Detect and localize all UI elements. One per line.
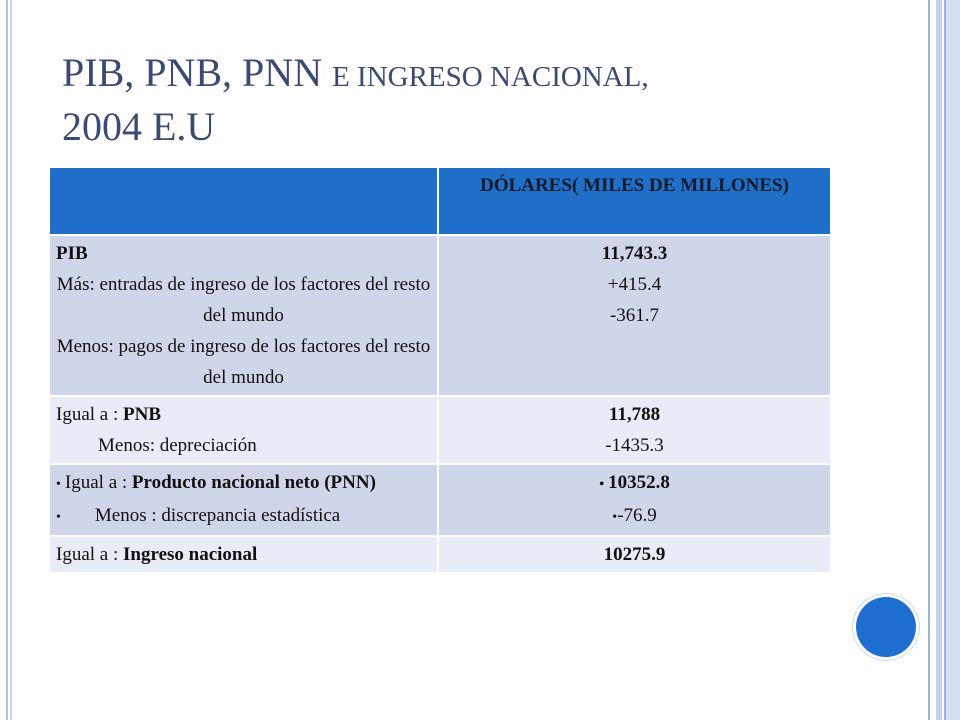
row-income-prefix: Igual a :	[56, 544, 124, 565]
row-pnb-depreciation: Menos: depreciación	[98, 435, 257, 456]
frame-left-line-inner	[10, 0, 12, 720]
row-pnn-val2-line	[445, 500, 824, 533]
row-income-label: Ingreso nacional	[123, 544, 258, 565]
row-pnn-values-cell	[438, 464, 831, 536]
table-header-row	[49, 167, 831, 235]
row-pnb-label: PNB	[123, 404, 162, 425]
title-part2: E INGRESO NACIONAL,	[332, 61, 649, 93]
header-cell-empty	[49, 167, 438, 235]
row-income-label-cell	[49, 536, 438, 573]
row-pib-label: PIB	[56, 243, 88, 264]
bullet-icon: •	[56, 510, 61, 525]
bullet-icon: •	[56, 477, 61, 492]
row-pnn-discrepancy-line	[56, 500, 431, 533]
row-pnn-label: Producto nacional neto (PNN)	[131, 472, 376, 493]
table-row-pnb	[49, 396, 831, 464]
row-pnb-val1: 11,788	[608, 404, 661, 425]
row-income-values-cell	[438, 536, 831, 573]
row-pib-val1: 11,743.3	[601, 243, 668, 264]
header-cell-dollars: DÓLARES( MILES DE MILLONES)	[438, 167, 831, 235]
table-row-pnn	[49, 464, 831, 536]
slide-title	[62, 48, 882, 152]
row-pib-label-cell	[49, 235, 438, 396]
table-row-national-income	[49, 536, 831, 573]
row-pib-income-out: Menos: pagos de ingreso de los factores del resto del mundo	[56, 336, 431, 388]
frame-left-line	[6, 0, 8, 720]
row-pnb-val2: -1435.3	[605, 435, 664, 456]
bullet-icon: •	[612, 510, 618, 525]
row-income-val1: 10275.9	[603, 544, 666, 565]
row-pnb-label-line	[56, 399, 431, 430]
income-table	[48, 166, 832, 574]
row-pnn-discrepancy: Menos : discrepancia estadística	[94, 505, 341, 526]
row-pnb-values-cell	[438, 396, 831, 464]
row-pnn-prefix: Igual a :	[64, 472, 132, 493]
row-pnb-prefix: Igual a :	[56, 404, 124, 425]
title-part1: PIB, PNB, PNN	[62, 50, 333, 95]
row-pnn-label-line	[56, 467, 431, 500]
row-pnn-val1-line	[445, 467, 824, 500]
row-pnn-val1: 10352.8	[608, 472, 670, 493]
frame-right-stripes	[924, 0, 960, 720]
bullet-icon: •	[599, 477, 605, 492]
row-pib-income-in: Más: entradas de ingreso de los factores del resto del mundo	[56, 274, 431, 326]
row-pib-values-cell	[438, 235, 831, 396]
row-pnn-label-cell	[49, 464, 438, 536]
row-pnn-val2: -76.9	[617, 505, 657, 526]
row-pib-val3: -361.7	[609, 305, 660, 326]
table-row-pib	[49, 235, 831, 396]
decorative-circle	[856, 597, 916, 657]
title-line2: 2004 E.U	[62, 104, 216, 149]
row-pib-val2: +415.4	[607, 274, 662, 295]
row-pnb-label-cell	[49, 396, 438, 464]
